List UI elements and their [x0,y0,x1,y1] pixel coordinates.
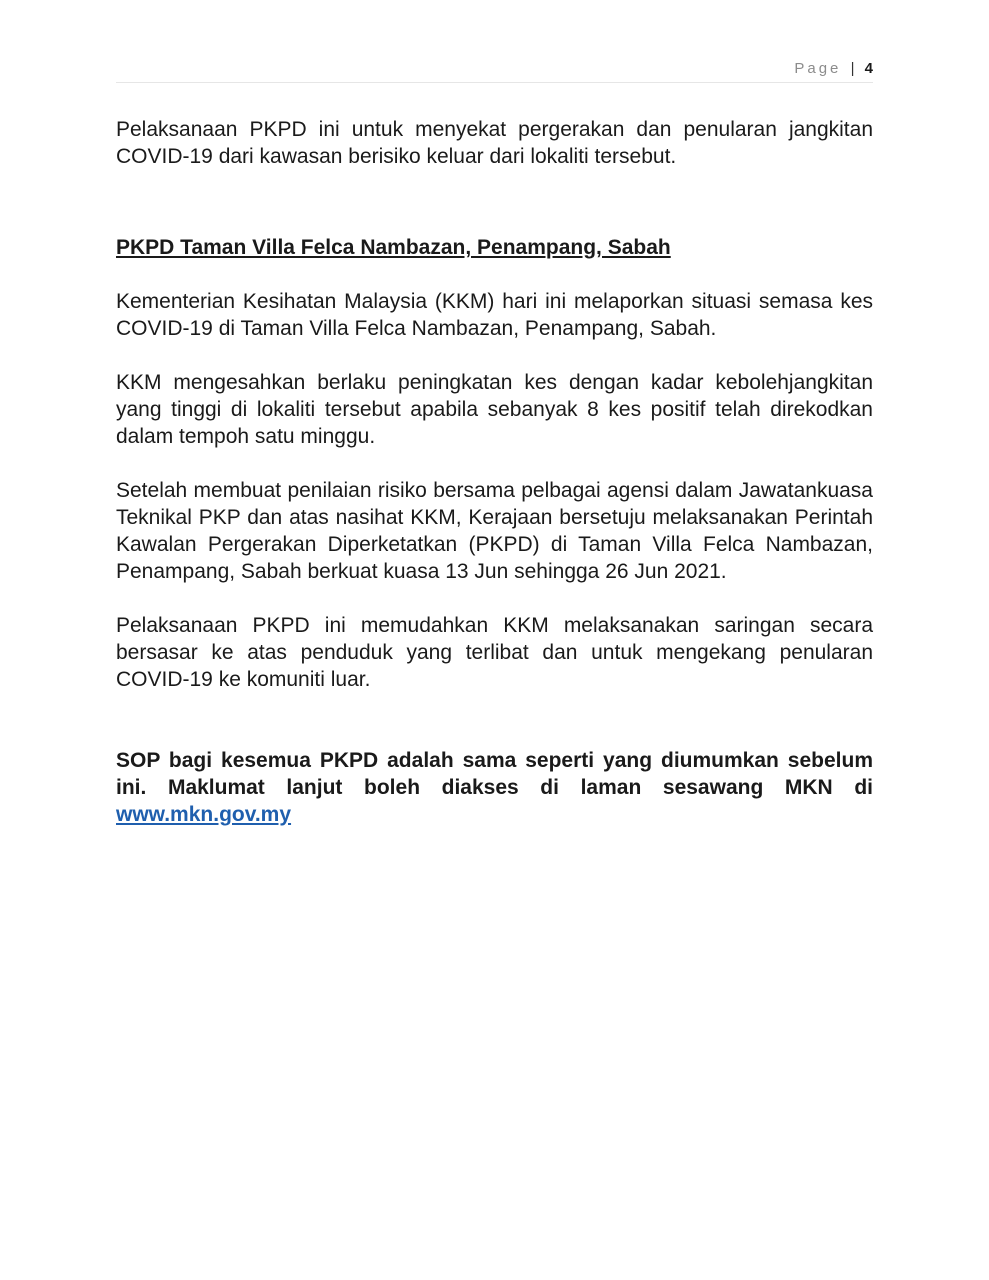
sop-text: SOP bagi kesemua PKPD adalah sama seperti yang diumumkan sebelum ini. Maklumat lanjut boleh diakses di laman sesawang MKN di [116,749,873,799]
page-label: Page [794,60,842,77]
sop-notice [116,747,873,828]
page-number: 4 [864,60,873,77]
mkn-website-link[interactable]: www.mkn.gov.my [116,803,292,826]
section-heading: PKPD Taman Villa Felca Nambazan, Penampang, Sabah [116,236,671,259]
paragraph-situation: Kementerian Kesihatan Malaysia (KKM) hari ini melaporkan situasi semasa kes COVID-19 di Taman Villa Felca Nambazan, Penampang, Sabah. [116,290,873,340]
paragraph-pkpd-decision: Setelah membuat penilaian risiko bersama pelbagai agensi dalam Jawatankuasa Teknikal PKP dan atas nasihat KKM, Kerajaan bersetuju melaksanakan Perintah Kawalan Pergerakan Diperketatkan (PKPD) di Taman Villa Felca Nambazan, Penampang, Sabah berkuat kuasa 13 Jun sehingga 26 Jun 2021. [116,479,873,583]
page-separator: | [850,60,855,77]
page-header [116,58,873,83]
paragraph-case-increase: KKM mengesahkan berlaku peningkatan kes dengan kadar kebolehjangkitan yang tinggi di lokaliti tersebut apabila sebanyak 8 kes positif telah direkodkan dalam tempoh satu minggu. [116,371,873,448]
page-number-indicator [794,60,873,78]
intro-paragraph: Pelaksanaan PKPD ini untuk menyekat pergerakan dan penularan jangkitan COVID-19 dari kawasan berisiko keluar dari lokaliti tersebut. [116,118,873,168]
paragraph-pkpd-purpose: Pelaksanaan PKPD ini memudahkan KKM melaksanakan saringan secara bersasar ke atas penduduk yang terlibat dan untuk mengekang penularan COVID-19 ke komuniti luar. [116,614,873,691]
document-body [116,116,873,828]
